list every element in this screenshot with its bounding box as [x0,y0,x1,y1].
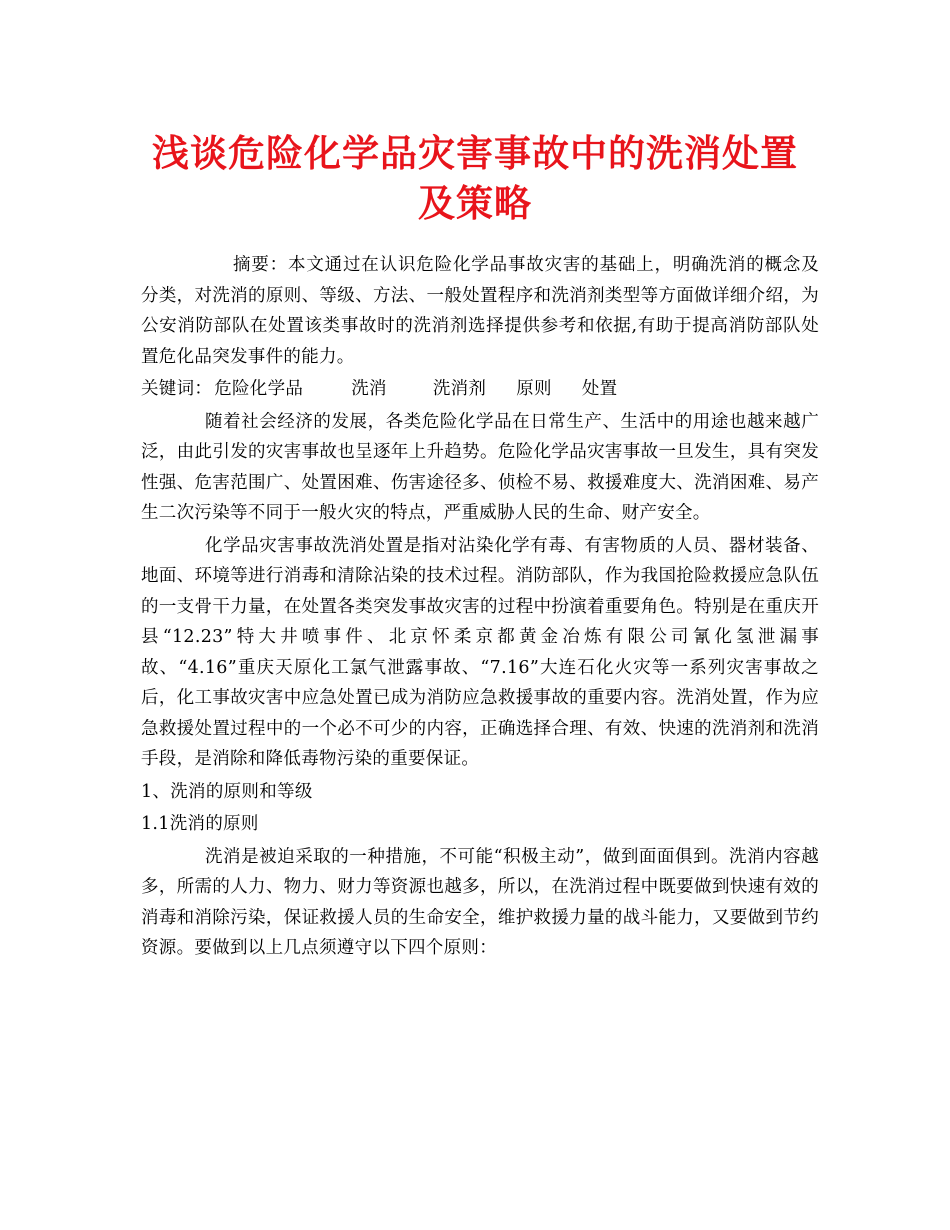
keyword-item: 危险化学品 [214,379,304,399]
keyword-item: 原则 [516,379,552,399]
keywords-label: 关键词： [141,379,213,399]
keyword-item: 洗消剂 [432,379,487,399]
keyword-item: 洗消 [351,379,387,399]
section-heading: 1、洗消的原则和等级 [141,781,313,802]
body-paragraph: 随着社会经济的发展，各类危险化学品在日常生产、生活中的用途也越来越广泛，由此引发的灾害事故也呈逐年上升趋势。危险化学品灾害事故一旦发生，具有突发性强、危害范围广、处置困难、伤害途径多、侦检不易、救援难度大、洗消困难、易产生二次污染等不同于一般火灾的特点，严重威胁人民的生命、财产安全。 [141,411,819,523]
document-body [141,250,819,966]
subsection-heading: 1.1洗消的原则 [141,814,259,834]
abstract-paragraph: 摘要：本文通过在认识危险化学品事故灾害的基础上，明确洗消的概念及分类，对洗消的原则、等级、方法、一般处置程序和洗消剂类型等方面做详细介绍，为公安消防部队在处置该类事故时的洗消剂选择提供参考和依据,有助于提高消防部队处置危化品突发事件的能力。 [141,255,819,367]
keywords-line [141,374,819,405]
keyword-item: 处置 [581,379,618,399]
body-paragraph: 化学品灾害事故洗消处置是指对沾染化学有毒、有害物质的人员、器材装备、地面、环境等进行消毒和清除沾染的技术过程。消防部队，作为我国抢险救援应急队伍的一支骨干力量，在处置各类突发事故灾害的过程中扮演着重要角色。特别是在重庆开县“12.23”特大井喷事件、北京怀柔京都黄金冶炼有限公司氰化氢泄漏事故、“4.16”重庆天原化工氯气泄露事故、“7.16”大连石化火灾等一系列灾害事故之后，化工事故灾害中应急处置已成为消防应急救援事故的重要内容。洗消处置，作为应急救援处置过程中的一个必不可少的内容，正确选择合理、有效、快速的洗消剂和洗消手段，是消除和降低毒物污染的重要保证。 [141,535,819,769]
document-title: 浅谈危险化学品灾害事故中的洗消处置及策略 [152,131,798,225]
body-paragraph: 洗消是被迫采取的一种措施，不可能“积极主动”，做到面面俱到。洗消内容越多，所需的人力、物力、财力等资源也越多，所以，在洗消过程中既要做到快速有效的消毒和消除污染，保证救援人员的生命安全，维护救援力量的战斗能力，又要做到节约资源。要做到以上几点须遵守以下四个原则： [141,846,819,958]
